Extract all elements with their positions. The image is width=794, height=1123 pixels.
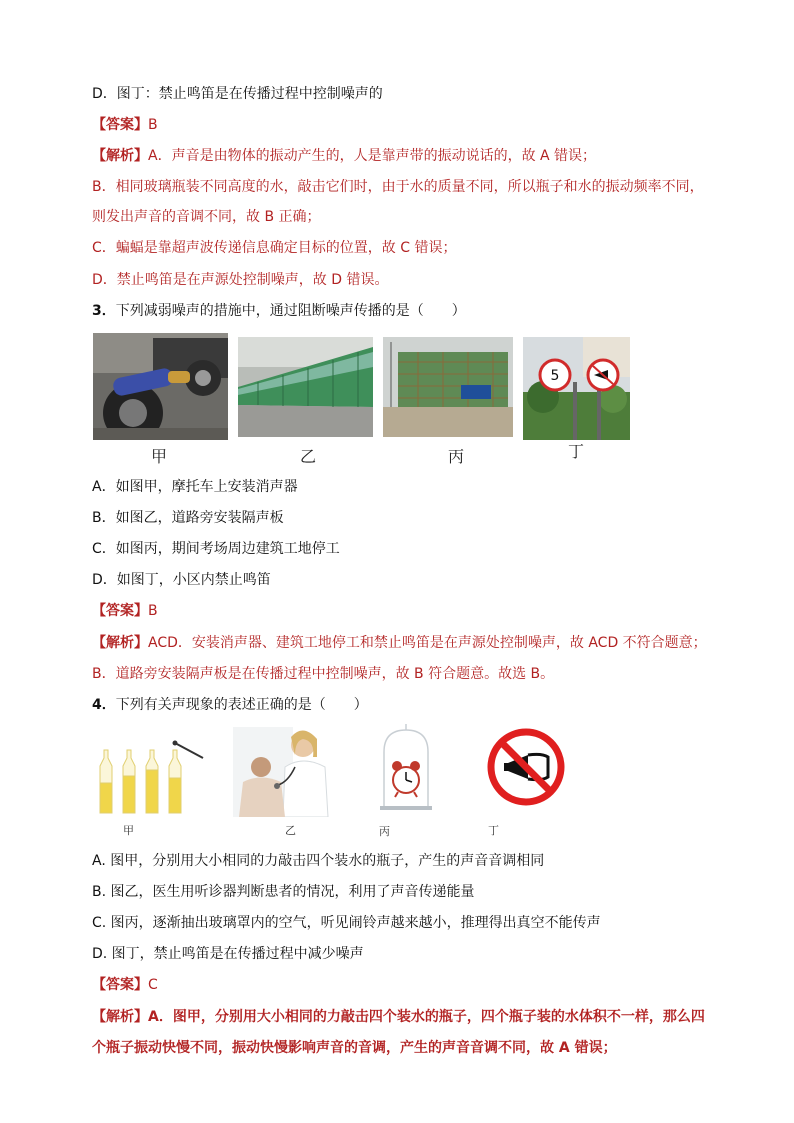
answer-line-q3 (92, 601, 158, 621)
question-number: 4． (92, 697, 116, 713)
analysis-line-4: C．蝙蝠是靠超声波传递信息确定目标的位置，故 C 错误； (92, 240, 457, 256)
caption-yi-q3: 乙 (300, 447, 317, 466)
question-text: 下列减弱噪声的措施中，通过阻断噪声传播的是（ ） (115, 303, 466, 319)
sound-barrier-photo (238, 337, 373, 437)
q3-option-c: C．如图丙，期间考场周边建筑工地停工 (92, 541, 340, 557)
analysis-tag: 【解析】 (92, 635, 148, 651)
answer-value: B (148, 603, 158, 619)
analysis-tag: 【解析】 (92, 148, 148, 164)
q4-analysis-line-2: 个瓶子振动快慢不同，振动快慢影响声音的音调，产生的声音音调不同，故 A 错误； (92, 1040, 617, 1056)
caption-bing-q3: 丙 (448, 447, 465, 466)
caption-jia-q3: 甲 (151, 447, 168, 466)
option-d-line: D．图丁：禁止鸣笛是在传播过程中控制噪声的 (92, 86, 383, 102)
analysis-line-3: 则发出声音的音调不同，故 B 正确； (92, 209, 321, 225)
bell-jar-alarm-figure (376, 722, 436, 812)
question-number: 3． (92, 303, 116, 319)
answer-tag: 【答案】 (92, 117, 148, 133)
answer-line-q2 (92, 115, 158, 135)
question-text: 下列有关声现象的表述正确的是（ ） (115, 697, 368, 713)
q3-analysis-line-2: B．道路旁安装隔声板是在传播过程中控制噪声，故 B 符合题意。故选 B。 (92, 666, 555, 682)
answer-tag: 【答案】 (92, 603, 148, 619)
q3-analysis-line-1 (92, 633, 707, 653)
caption-jia-q4: 甲 (123, 824, 134, 837)
analysis-line-2: B．相同玻璃瓶装不同高度的水，敲击它们时，由于水的质量不同，所以瓶子和水的振动频率不同， (92, 179, 704, 195)
answer-tag: 【答案】 (92, 977, 148, 993)
q4-option-a: A. 图甲，分别用大小相同的力敲击四个装水的瓶子，产生的声音音调相同 (92, 853, 545, 869)
caption-ding-q3: 丁 (568, 442, 585, 461)
water-bottles-figure (95, 728, 205, 820)
answer-value: C (148, 977, 158, 993)
caption-ding-q4: 丁 (488, 824, 499, 837)
stethoscope-photo (233, 727, 346, 817)
no-horn-sign-photo (523, 337, 630, 440)
analysis-text: A．声音是由物体的振动产生的，人是靠声带的振动说话的，故 A 错误； (148, 148, 597, 164)
construction-site-photo (383, 337, 513, 437)
caption-yi-q4: 乙 (285, 824, 296, 837)
q4-option-b: B. 图乙，医生用听诊器判断患者的情况，利用了声音传递能量 (92, 884, 475, 900)
question-4 (92, 695, 368, 715)
q3-option-a: A．如图甲，摩托车上安装消声器 (92, 479, 298, 495)
question-3 (92, 301, 466, 321)
analysis-line-5: D．禁止鸣笛是在声源处控制噪声，故 D 错误。 (92, 272, 389, 288)
motorcycle-muffler-photo (93, 333, 228, 440)
analysis-tag: 【解析】 (92, 1009, 148, 1025)
speed-limit-number: 5 (550, 368, 560, 384)
q4-option-d: D. 图丁，禁止鸣笛是在传播过程中减少噪声 (92, 946, 364, 962)
analysis-text: A．图甲，分别用大小相同的力敲击四个装水的瓶子，四个瓶子装的水体积不一样，那么四 (148, 1009, 705, 1025)
q3-option-d: D．如图丁，小区内禁止鸣笛 (92, 572, 271, 588)
q4-analysis-line-1 (92, 1007, 705, 1027)
analysis-text: ACD．安装消声器、建筑工地停工和禁止鸣笛是在声源处控制噪声，故 ACD 不符合题意； (148, 635, 707, 651)
caption-bing-q4: 丙 (379, 825, 390, 838)
q3-option-b: B．如图乙，道路旁安装隔声板 (92, 510, 284, 526)
no-horn-sign-icon (486, 727, 566, 807)
analysis-line-1 (92, 146, 596, 166)
answer-value: B (148, 117, 158, 133)
q4-option-c: C. 图丙，逐渐抽出玻璃罩内的空气，听见闹铃声越来越小，推理得出真空不能传声 (92, 915, 601, 931)
answer-line-q4 (92, 975, 158, 995)
